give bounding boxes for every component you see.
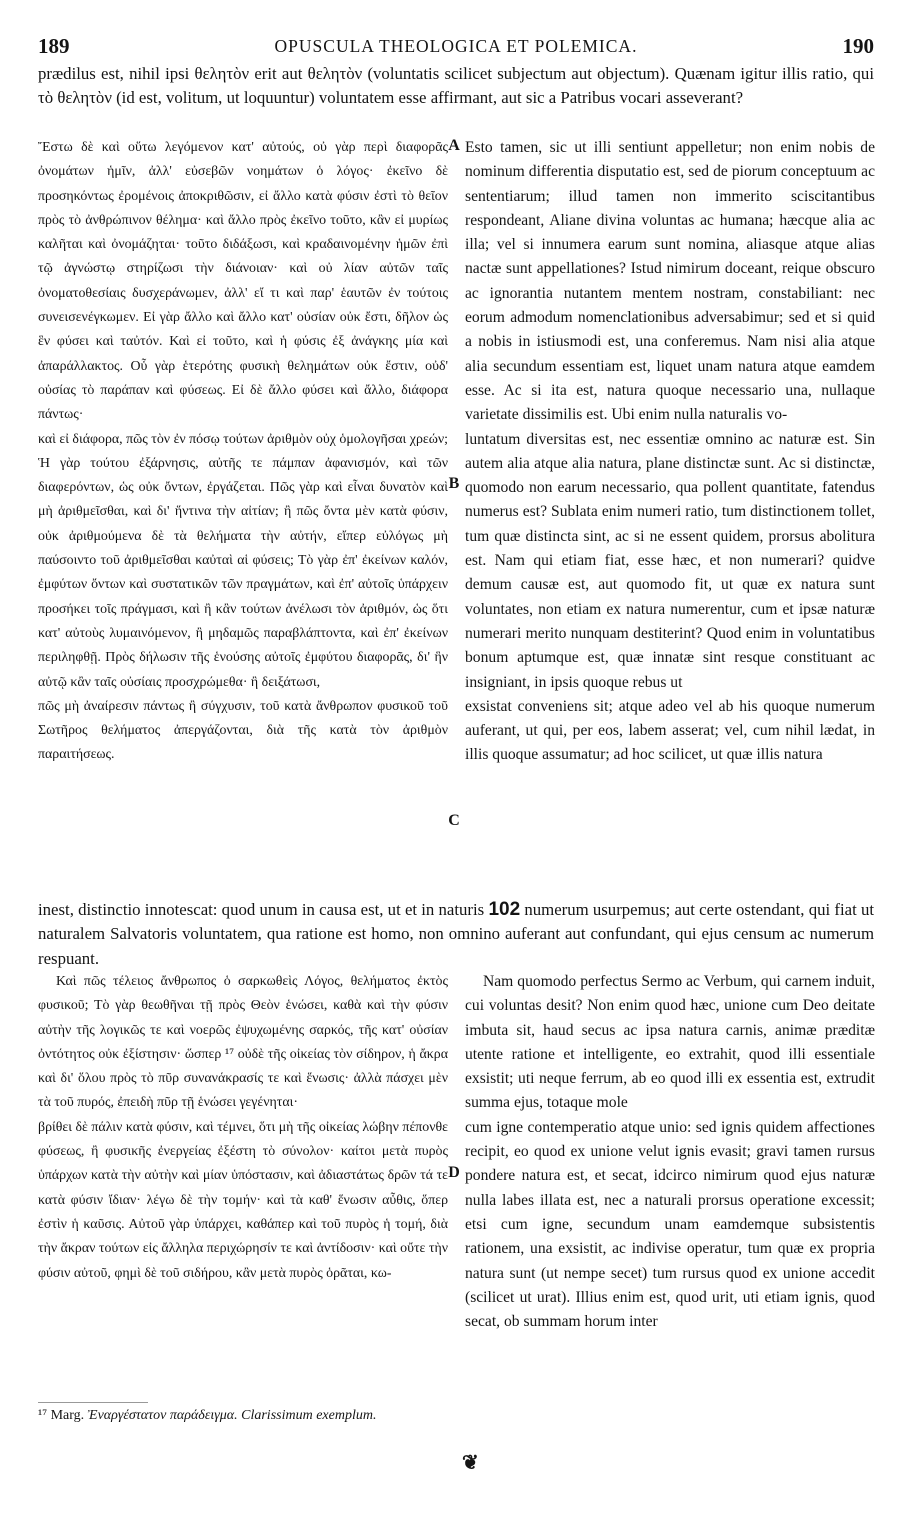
margin-marker-b: B [448,475,460,492]
bridging-text-before: inest, distinctio innotescat: quod unum in causa est, ut et in naturis [38,900,485,919]
margin-marker-c: C [448,812,460,829]
page-number-left: 189 [38,34,70,58]
latin-paragraph-4: Nam quomodo perfectus Sermo ac Verbum, qui carnem induit, cui voluntas desit? Non enim quod hæc, unione cum Deo deitate imbuta sit, haud secus ac ipsa natura carnis, animæ præditæ utente ratione et intelligente, eo extrahit, quod illi essentiale exsistit; uti neque ferrum, ab eo quod illi ex essentia est, extrudit summa ejus, totaque mole [465,973,875,1112]
latin-paragraph-3: exsistat conveniens sit; atque adeo vel ab his quoque numerum auferant, ut qui, per eos, labem asserat; vel, cum nihil lædat, in illis quoque assumatur; ad hoc scilicet, ut quæ illis natura [465,697,875,764]
greek-paragraph-1: Ἔστω δὲ καὶ οὕτω λεγόμενον κατ' αὐτούς, οὐ γὰρ περὶ διαφορᾶς ὀνομάτων ἡμῖν, ἀλλ' εὐσεβῶν νοημάτων ὁ λόγος· ἐκεῖνο δὲ προσηκόντως ἐρομένοις ἀποκριθῶσιν, εἰ ἄλλο κατὰ φύσιν ἐστὶ τὸ θεῖον πρὸς τὸ ἀνθρώπινον θέλημα· καὶ ἄλλο πρὸς ἐκεῖνο τοῦτο, κἂν εἰ μυρίως καλῆται καὶ ὀνομάζηται· τοῦτο διδάξωσι, καὶ κραδαινομένην ἡμῶν ἐπὶ τῷ ἀγνώστῳ στηρίζωσι τὴν διάνοιαν· καὶ οὐ λίαν αὐτῶν ταῖς ὀνοματοθεσίαις δυσχεράνωμεν, ἀλλ' εἴ τι καὶ παρ' ἑαυτῶν ἐν τούτοις συνεισενέγκωμεν. Εἰ γὰρ ἄλλο καὶ ἄλλο κατ' οὐσίαν οὐκ ἔστι, δῆλον ὡς ἓν φύσει καὶ ταὐτόν. Καὶ εἰ τοῦτο, καὶ ἡ φύσις ἐξ ἀνάγκης μία καὶ ἀπαράλλακτος. Οὗ γὰρ ἑτερότης φυσικὴ θελημάτων οὐκ ἔστιν, οὐδ' οὐσίας τὸ παράπαν καὶ φύσεως. Εἰ δὲ ἄλλο φύσει καὶ ἄλλο, διάφορα πάντως· [38,140,448,423]
top-latin-paragraph [38,62,874,111]
bridging-text-after: numerum usurpemus; aut certe ostendant, qui fiat ut naturalem Salvatoris voluntatem, qua ratione est homo, non omnino auferant aut confundant, qui ejus censum ac numerum respuant. [38,900,874,968]
greek-column-section-2 [38,970,448,1286]
running-header [38,34,874,60]
running-title: OPUSCULA THEOLOGICA ET POLEMICA. [274,36,638,56]
printer-ornament: ❦ [462,1450,479,1474]
latin-paragraph-5: cum igne contemperatio atque unio: sed ignis quidem affectiones recipit, eo quod ex unione velut ignis evasit; gravi tamen rursus pondere natura est, et secat, idcirco nimirum quod ejus naturæ nulla labes illata est, nec a naturali prorsus operatione excessit; etsi cum igne, secundum unam eamdemque subsistentis rationem, una exsistit, ac indivise operatur, tum quæ ex propria natura sunt (ut nempe secet) tum rursus quod ex unione accedit (scilicet ut urat). Illius enim est, quod urit, uti etiam ignis, quod secat, ob summam horum inter [465,1118,875,1331]
latin-paragraph-2: luntatum diversitas est, nec essentiæ omnino ac naturæ est. Sin autem alia atque alia natura, plane distinctæ sunt. Ac si distinctæ, quomodo non earum necessario, qua pollent quantitate, fatendus numerus est? Sublata enim numeri ratio, tum distinctionem tollet, tum quæ distincta sint, ac si ne essent quidem, prorsus abolitura est. Nam qui etiam fiat, esse hæc, et non numerari? quidve demum causæ est, aut quomodo fit, ut quæ ex natura sunt voluntates, non etiam ex natura numerentur, cum et ipsæ naturæ numerari merito nunquam destiterint? Quod enim in voluntatibus bonum aptumque est, quæ innatæ sint resque constituant ac insigniant, in ipsis quoque rebus ut [465,430,875,691]
column-number: 102 [488,899,521,920]
greek-paragraph-2: καὶ εἰ διάφορα, πῶς τὸν ἐν πόσῳ τούτων ἀριθμὸν οὐχ ὁμολογῆσαι χρεών; Ἡ γὰρ τούτου ἐξάρνησις, αὐτῆς τε πάμπαν ἀφανισμόν, καὶ τῶν διαφερόντων, ὡς οὐκ ὄντων, ἐργάζεται. Πῶς γὰρ καὶ εἶναι δυνατὸν καὶ μὴ ἀριθμεῖσθαι, καὶ δι' ἥντινα τὴν αἰτίαν; ἢ πῶς ὄντα μὲν κατὰ φύσιν, οὐκ ἀριθμούμενα δὲ τὰ θελήματα τὴν αὐτήν, εἴπερ εὐλόγως μὴ παύσοιντο τοῦ ἀριθμεῖσθαι καὐταὶ αἱ φύσεις; Τὸ γὰρ ἐπ' ἐκείνων καλόν, ἐμφύτων ὄντων καὶ συστατικῶν τῶν πραγμάτων, καὶ ἐπ' αὐτοῖς ὑπάρχειν προσήκει τοῖς πράγμασι, καὶ ἢ κἂν τούτων ἀνέλωσι τὸν ἀριθμόν, ὡς ὅτι κατ' αὐτοὺς λυμαινόμενον, ἢ μηδαμῶς παραβλάπτοντα, καὶ ἐπ' ἐκείνων περιληφθῇ. Πρὸς δήλωσιν τῆς ἑνούσης αὐτοῖς ἐμφύτου διαφορᾶς, δι' ἣν αὐτῷ κἂν ταῖς οὐσίαις προσχρώμεθα· ἢ δειξάτωσι, [38,431,448,690]
footnote-latin: Clarissimum exemplum. [241,1408,377,1423]
margin-marker-a: A [448,137,460,154]
latin-column-section-2 [465,970,875,1334]
greek-paragraph-3: πῶς μὴ ἀναίρεσιν πάντως ἢ σύγχυσιν, τοῦ κατὰ ἄνθρωπον φυσικοῦ τοῦ Σωτῆρος θελήματος ἀπεργάζονται, διὰ τῆς κατὰ τὸν ἀριθμὸν παραιτήσεως. [38,698,448,763]
bridging-latin-paragraph [38,898,874,971]
latin-paragraph-1: Esto tamen, sic ut illi sentiunt appelletur; non enim nobis de nominum differentia disputatio est, sed de piorum conceptuum ac sententiarum; illud tamen non immerito sciscitantibus respondeant, Aliane divina voluntas ac humana; hæcque alia ac illa; vel si innumera earum sunt nomina, aliasque atque alias nactæ sunt appellationes? Istud nimirum doceant, reique obscuro ac ignorantia nutantem mentem nostram, constabiliant: nec eorum admodum nomenclationibus adversabimur; sed et si quid a nobis in istiusmodi est, una conferemus. Nam nisi alia atque alia secundum essentiam est, liquet unam natura atque eamdem esse. Ac si ita est, natura quoque necessario una, nullaque varietate dissimilis est. Ubi enim nulla naturalis vo- [465,139,875,424]
greek-paragraph-5: βρίθει δὲ πάλιν κατὰ φύσιν, καὶ τέμνει, ὅτι μὴ τῆς οἰκείας λώβην πέπονθε φύσεως, ἢ φυσικῆς ἐνεργείας ἐξέστη τὸ σύνολον· καίτοι μετὰ πυρὸς ὑπάρχων κατὰ τὴν αὐτὴν καὶ μίαν ὑπόστασιν, καὶ ἀδιαστάτως δρῶν τά τε κατὰ φύσιν ἴδιαν· λέγω δὲ τὴν τομήν· καὶ τὰ καθ' ἕνωσιν αὖθις, ὅπερ ἐστὶν ἡ καῦσις. Αὐτοῦ γὰρ ὑπάρχει, καθάπερ καὶ τοῦ πυρὸς ἡ τομή, διὰ τὴν ἄκραν τούτων εἰς ἄλληλα περιχώρησίν τε καὶ ἀντίδοσιν· καὶ οὔτε τὴν φύσιν αὐτοῦ, φημὶ δὲ τοῦ σιδήρου, κἂν μετὰ πυρὸς ὁρᾶται, κω- [38,1119,448,1281]
page-number-right: 190 [842,34,874,58]
footnote-mark: ¹⁷ [38,1408,48,1423]
latin-column-section-1 [465,136,875,768]
greek-paragraph-4: Καὶ πῶς τέλειος ἄνθρωπος ὁ σαρκωθεὶς Λόγος, θελήματος ἐκτὸς φυσικοῦ; Τὸ γὰρ θεωθῆναι τῇ πρὸς Θεὸν ἑνώσει, καθὰ καὶ τὴν φύσιν αὐτὴν τῆς λογικῶς τε καὶ νοερῶς ἐψυχωμένης σαρκός, τῆς κατ' οὐσίαν ὀντότητος οὐκ ἐξίστησιν· ὥσπερ ¹⁷ οὐδὲ τῆς οἰκείας τὸν σίδηρον, ἡ ἄκρα καὶ δι' ὅλου πρὸς τὸ πῦρ συνανάκρασίς τε καὶ ἕνωσις· ἀλλὰ πάσχει μὲν τὰ τοῦ πυρός, ἐπειδὴ πῦρ τῇ ἑνώσει γεγένηται· [38,974,448,1111]
footnote-rule [38,1402,148,1403]
footnote-greek: Ἐναργέστατον παράδειγμα. [87,1408,238,1423]
footnote [38,1408,874,1424]
margin-marker-d: D [448,1164,460,1181]
top-paragraph-text: prædilus est, nihil ipsi θελητὸν erit aut θελητὸν (voluntatis scilicet subjectum aut objectum). Quænam igitur illis ratio, qui τὸ θελητὸν (id est, volitum, ut loquuntur) voluntatem esse affirmant, aut sic a Patribus vocari asseverant? [38,64,874,108]
footnote-abbr: Marg. [50,1408,85,1423]
greek-column-section-1 [38,136,448,768]
